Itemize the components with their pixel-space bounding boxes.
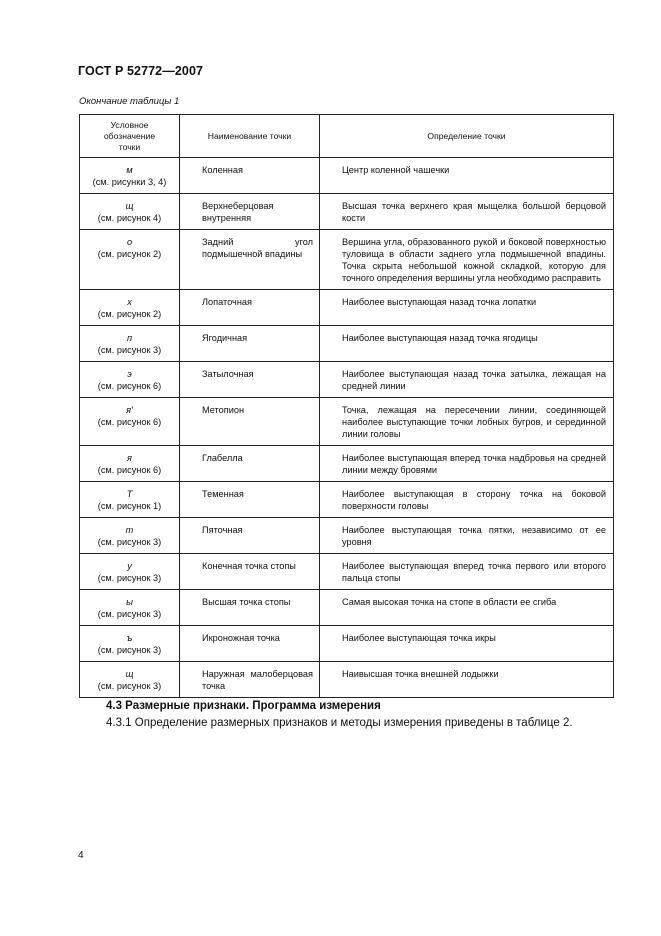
- points-table: [79, 114, 614, 698]
- table-row: [80, 158, 614, 194]
- point-symbol-cell: [80, 590, 180, 626]
- point-symbol-cell: [80, 626, 180, 662]
- point-symbol: х: [127, 297, 132, 307]
- point-symbol-cell: [80, 290, 180, 326]
- table-row: [80, 398, 614, 446]
- table-row: [80, 554, 614, 590]
- document-header: ГОСТ Р 52772—2007: [78, 64, 204, 78]
- point-definition: Высшая точка верхнего края мыщелка большой берцовой кости: [320, 194, 614, 230]
- point-symbol: п: [126, 333, 133, 343]
- column-header-name: Наименование точки: [180, 115, 320, 158]
- point-definition: Наиболее выступающая назад точка затылка, лежащая на средней линии: [320, 362, 614, 398]
- figure-reference: (см. рисунок 4): [97, 213, 162, 223]
- point-symbol-cell: [80, 230, 180, 290]
- table-row: [80, 446, 614, 482]
- point-definition: Наивысшая точка внешней лодыжки: [320, 662, 614, 698]
- figure-reference: (см. рисунки 3, 4): [92, 177, 167, 187]
- point-symbol-cell: [80, 398, 180, 446]
- point-symbol-cell: [80, 326, 180, 362]
- point-name: Затылочная: [180, 362, 320, 398]
- figure-reference: (см. рисунок 6): [97, 381, 162, 391]
- point-symbol: я′: [126, 405, 133, 415]
- figure-reference: (см. рисунок 3): [97, 345, 162, 355]
- point-name: Лопаточная: [180, 290, 320, 326]
- table-row: [80, 290, 614, 326]
- column-header-symbol: Условное обозначение точки: [80, 115, 180, 158]
- point-symbol: т: [125, 525, 134, 535]
- point-symbol: Т: [126, 489, 133, 499]
- table-header-row: [80, 115, 614, 158]
- point-symbol-cell: [80, 446, 180, 482]
- point-name: Икроножная точка: [180, 626, 320, 662]
- point-definition: Точка, лежащая на пересечении линии, соединяющей наиболее выступающие точки лобных бугров, и серединной линии головы: [320, 398, 614, 446]
- point-symbol: о: [126, 237, 133, 247]
- point-definition: Наиболее выступающая вперед точка первого или второго пальца стопы: [320, 554, 614, 590]
- point-definition: Наиболее выступающая назад точка лопатки: [320, 290, 614, 326]
- section-title: 4.3 Размерные признаки. Программа измерения: [106, 700, 381, 712]
- page-number: 4: [78, 850, 84, 861]
- figure-reference: (см. рисунок 2): [97, 309, 162, 319]
- figure-reference: (см. рисунок 6): [97, 465, 162, 475]
- point-symbol-cell: [80, 662, 180, 698]
- point-symbol: э: [127, 369, 132, 379]
- point-symbol: ы: [126, 597, 133, 607]
- table-row: [80, 326, 614, 362]
- point-symbol: я: [127, 453, 132, 463]
- point-symbol-cell: [80, 194, 180, 230]
- point-definition: Наиболее выступающая вперед точка надбровья на средней линии между бровями: [320, 446, 614, 482]
- point-name: Конечная точка стопы: [180, 554, 320, 590]
- point-name: Коленная: [180, 158, 320, 194]
- figure-reference: (см. рисунок 3): [97, 573, 162, 583]
- point-definition: Наиболее выступающая в сторону точка на боковой поверхности головы: [320, 482, 614, 518]
- table-row: [80, 590, 614, 626]
- point-symbol-cell: [80, 554, 180, 590]
- section-text: 4.3.1 Определение размерных признаков и методы измерения приведены в таблице 2.: [106, 717, 573, 729]
- point-definition: Самая высокая точка на стопе в области ее сгиба: [320, 590, 614, 626]
- table-row: [80, 230, 614, 290]
- point-symbol: щ: [125, 201, 134, 211]
- table-row: [80, 662, 614, 698]
- point-symbol: ъ: [126, 633, 133, 643]
- point-symbol-cell: [80, 482, 180, 518]
- point-name: Пяточная: [180, 518, 320, 554]
- point-name: Наружная малоберцовая точка: [180, 662, 320, 698]
- point-symbol-cell: [80, 158, 180, 194]
- point-name: Верхнеберцовая внутренняя: [180, 194, 320, 230]
- figure-reference: (см. рисунок 2): [97, 249, 162, 259]
- point-symbol-cell: [80, 518, 180, 554]
- table-row: [80, 362, 614, 398]
- table-row: [80, 626, 614, 662]
- point-name: Глабелла: [180, 446, 320, 482]
- figure-reference: (см. рисунок 3): [97, 645, 162, 655]
- point-definition: Центр коленной чашечки: [320, 158, 614, 194]
- point-symbol: щ: [125, 669, 134, 679]
- point-definition: Наиболее выступающая точка икры: [320, 626, 614, 662]
- point-name: Метопион: [180, 398, 320, 446]
- point-symbol: м: [126, 165, 133, 175]
- figure-reference: (см. рисунок 1): [97, 501, 162, 511]
- figure-reference: (см. рисунок 3): [97, 609, 162, 619]
- point-name: Ягодичная: [180, 326, 320, 362]
- point-symbol: у: [127, 561, 132, 571]
- point-name: Высшая точка стопы: [180, 590, 320, 626]
- point-symbol-cell: [80, 362, 180, 398]
- table-row: [80, 482, 614, 518]
- point-name: Задний угол подмышечной впадины: [180, 230, 320, 290]
- point-definition: Вершина угла, образованного рукой и боковой поверхностью туловища в области заднего угла подмышечной впадины. Точка скрыта небольшой кожной складкой, которую для точного определения вершины угла необходимо расправить: [320, 230, 614, 290]
- column-header-definition: Определение точки: [320, 115, 614, 158]
- figure-reference: (см. рисунок 3): [97, 537, 162, 547]
- figure-reference: (см. рисунок 6): [97, 417, 162, 427]
- figure-reference: (см. рисунок 3): [97, 681, 162, 691]
- point-definition: Наиболее выступающая назад точка ягодицы: [320, 326, 614, 362]
- point-name: Теменная: [180, 482, 320, 518]
- table-row: [80, 194, 614, 230]
- table-caption: Окончание таблицы 1: [79, 96, 180, 107]
- table-row: [80, 518, 614, 554]
- point-definition: Наиболее выступающая точка пятки, независимо от ее уровня: [320, 518, 614, 554]
